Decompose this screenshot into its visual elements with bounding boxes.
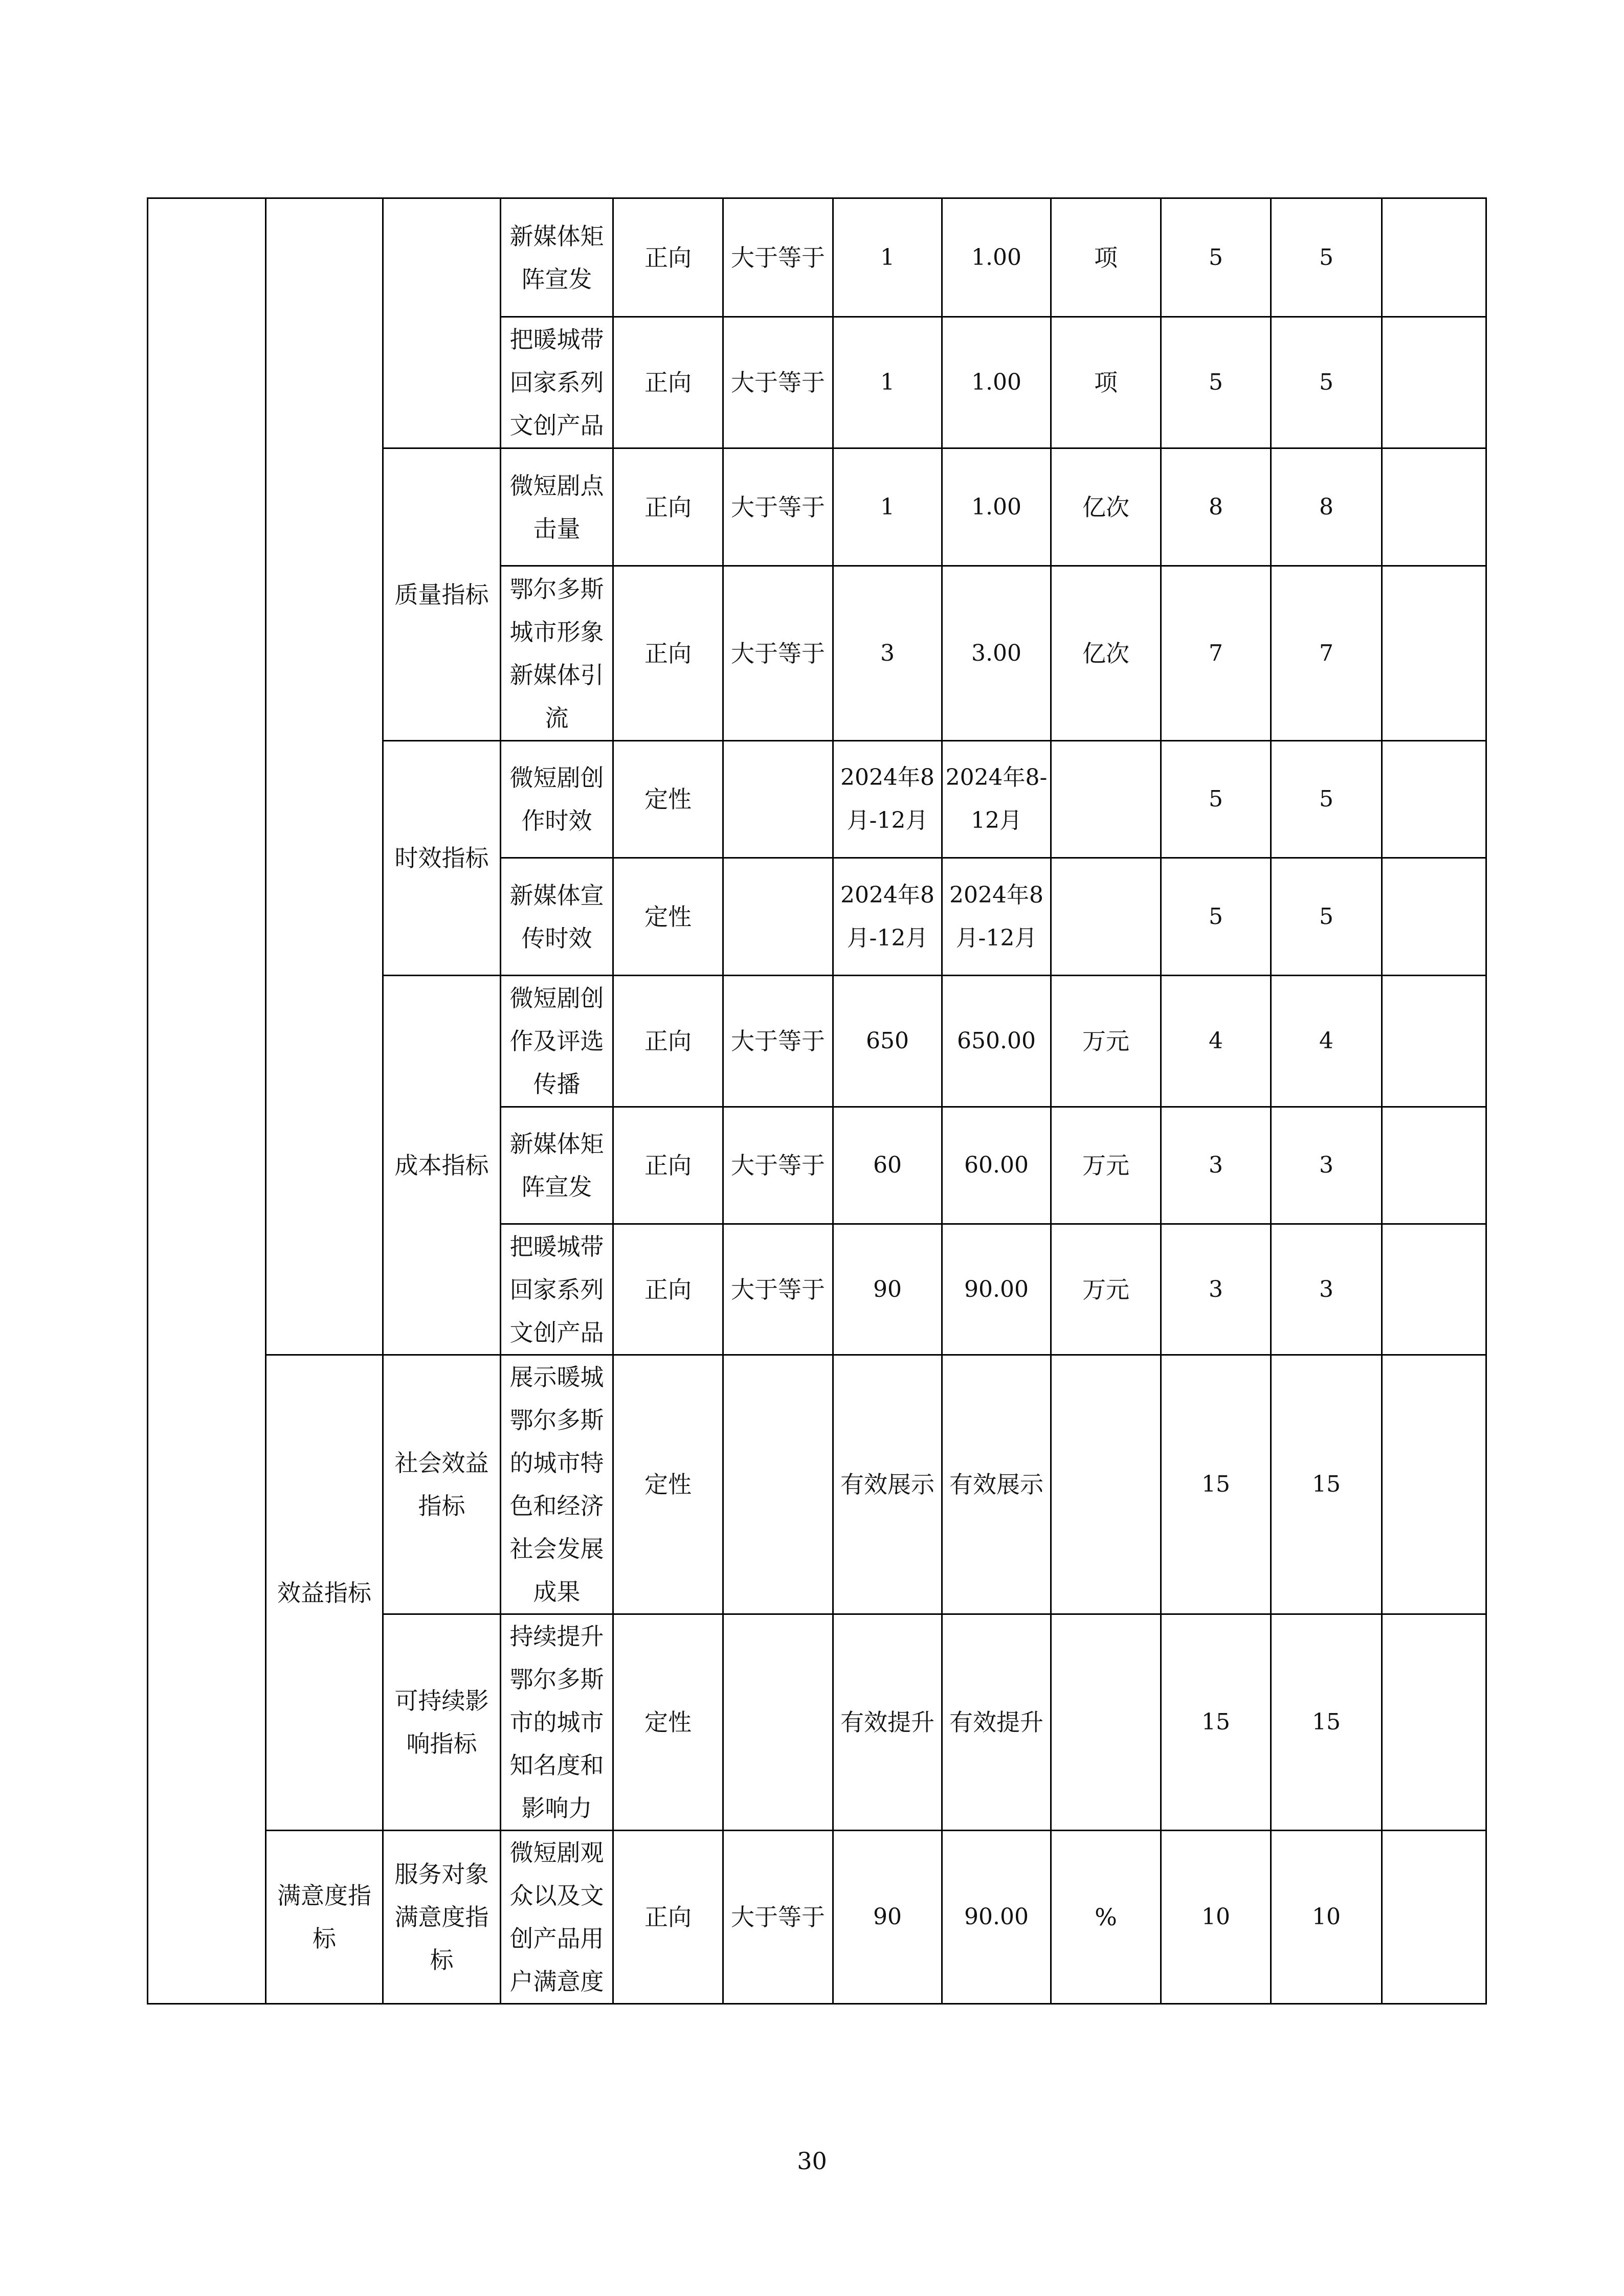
indicator-name: 微短剧创作时效	[501, 741, 613, 858]
indicator-operator: 大于等于	[723, 448, 833, 566]
indicator-direction: 正向	[613, 317, 723, 448]
indicator-target: 有效提升	[833, 1614, 942, 1831]
indicator-direction: 定性	[613, 1355, 723, 1614]
indicator-direction: 正向	[613, 976, 723, 1107]
indicator-note	[1382, 741, 1486, 858]
indicator-target: 90	[833, 1224, 942, 1355]
indicator-direction: 定性	[613, 1614, 723, 1831]
indicator-name: 持续提升鄂尔多斯市的城市知名度和影响力	[501, 1614, 613, 1831]
indicator-weight: 5	[1161, 317, 1271, 448]
level3-indicator-cell: 社会效益指标	[383, 1355, 501, 1614]
indicator-name: 新媒体矩阵宣发	[501, 1107, 613, 1224]
indicator-weight: 3	[1161, 1107, 1271, 1224]
indicator-weight: 7	[1161, 566, 1271, 741]
indicator-name: 把暖城带回家系列文创产品	[501, 1224, 613, 1355]
indicator-name: 展示暖城鄂尔多斯的城市特色和经济社会发展成果	[501, 1355, 613, 1614]
performance-indicator-table	[147, 197, 1487, 2005]
indicator-operator	[723, 741, 833, 858]
level2-indicator-cell: 满意度指标	[266, 1831, 383, 2004]
indicator-target: 2024年8月-12月	[833, 858, 942, 976]
indicator-actual: 1.00	[942, 198, 1051, 317]
indicator-score: 3	[1271, 1107, 1382, 1224]
indicator-name: 新媒体矩阵宣发	[501, 198, 613, 317]
level3-indicator-cell: 可持续影响指标	[383, 1614, 501, 1831]
level3-indicator-cell: 质量指标	[383, 448, 501, 741]
indicator-name: 鄂尔多斯城市形象新媒体引流	[501, 566, 613, 741]
indicator-unit: 项	[1051, 317, 1161, 448]
indicator-target: 1	[833, 317, 942, 448]
indicator-operator: 大于等于	[723, 1224, 833, 1355]
indicator-actual: 1.00	[942, 317, 1051, 448]
indicator-score: 5	[1271, 317, 1382, 448]
indicator-operator: 大于等于	[723, 317, 833, 448]
level3-indicator-cell: 成本指标	[383, 976, 501, 1355]
indicator-direction: 定性	[613, 741, 723, 858]
indicator-score: 15	[1271, 1355, 1382, 1614]
indicator-note	[1382, 1831, 1486, 2004]
indicator-operator: 大于等于	[723, 976, 833, 1107]
indicator-weight: 15	[1161, 1355, 1271, 1614]
indicator-operator	[723, 1614, 833, 1831]
indicator-unit: 万元	[1051, 1107, 1161, 1224]
indicator-operator	[723, 858, 833, 976]
indicator-weight: 5	[1161, 198, 1271, 317]
indicator-unit: 万元	[1051, 1224, 1161, 1355]
level1-indicator-cell	[148, 198, 266, 2004]
table-row	[148, 1831, 1486, 2004]
indicator-weight: 5	[1161, 858, 1271, 976]
indicator-target: 2024年8月-12月	[833, 741, 942, 858]
indicator-unit	[1051, 1355, 1161, 1614]
indicator-actual: 2024年8-12月	[942, 741, 1051, 858]
indicator-unit	[1051, 1614, 1161, 1831]
indicator-name: 微短剧观众以及文创产品用户满意度	[501, 1831, 613, 2004]
indicator-operator: 大于等于	[723, 1831, 833, 2004]
indicator-operator	[723, 1355, 833, 1614]
indicator-note	[1382, 317, 1486, 448]
indicator-operator: 大于等于	[723, 198, 833, 317]
indicator-direction: 正向	[613, 566, 723, 741]
indicator-weight: 15	[1161, 1614, 1271, 1831]
indicator-actual: 3.00	[942, 566, 1051, 741]
indicator-unit	[1051, 741, 1161, 858]
indicator-name: 微短剧创作及评选传播	[501, 976, 613, 1107]
indicator-target: 1	[833, 448, 942, 566]
indicator-note	[1382, 1107, 1486, 1224]
indicator-score: 5	[1271, 858, 1382, 976]
level3-indicator-cell: 服务对象满意度指标	[383, 1831, 501, 2004]
indicator-target: 650	[833, 976, 942, 1107]
indicator-score: 5	[1271, 198, 1382, 317]
indicator-actual: 90.00	[942, 1224, 1051, 1355]
indicator-direction: 正向	[613, 1107, 723, 1224]
indicator-weight: 5	[1161, 741, 1271, 858]
indicator-score: 5	[1271, 741, 1382, 858]
indicator-target: 1	[833, 198, 942, 317]
indicator-note	[1382, 198, 1486, 317]
indicator-operator: 大于等于	[723, 1107, 833, 1224]
page-number: 30	[797, 2147, 827, 2175]
indicator-actual: 90.00	[942, 1831, 1051, 2004]
indicator-score: 15	[1271, 1614, 1382, 1831]
indicator-unit: 亿次	[1051, 448, 1161, 566]
indicator-note	[1382, 566, 1486, 741]
indicator-name: 新媒体宣传时效	[501, 858, 613, 976]
indicator-score: 7	[1271, 566, 1382, 741]
indicator-weight: 10	[1161, 1831, 1271, 2004]
indicator-unit: 项	[1051, 198, 1161, 317]
indicator-direction: 正向	[613, 1224, 723, 1355]
indicator-note	[1382, 1614, 1486, 1831]
indicator-actual: 650.00	[942, 976, 1051, 1107]
indicator-note	[1382, 448, 1486, 566]
indicator-actual: 有效展示	[942, 1355, 1051, 1614]
indicator-note	[1382, 858, 1486, 976]
indicator-score: 4	[1271, 976, 1382, 1107]
level3-indicator-cell: 时效指标	[383, 741, 501, 976]
indicator-score: 8	[1271, 448, 1382, 566]
indicator-score: 3	[1271, 1224, 1382, 1355]
indicator-actual: 1.00	[942, 448, 1051, 566]
indicator-name: 把暖城带回家系列文创产品	[501, 317, 613, 448]
indicator-target: 有效展示	[833, 1355, 942, 1614]
indicator-direction: 正向	[613, 198, 723, 317]
indicator-target: 90	[833, 1831, 942, 2004]
indicator-actual: 60.00	[942, 1107, 1051, 1224]
indicator-note	[1382, 1224, 1486, 1355]
indicator-operator: 大于等于	[723, 566, 833, 741]
indicator-unit	[1051, 858, 1161, 976]
indicator-weight: 3	[1161, 1224, 1271, 1355]
indicator-note	[1382, 1355, 1486, 1614]
indicator-actual: 有效提升	[942, 1614, 1051, 1831]
level3-indicator-cell	[383, 198, 501, 448]
output-indicator-cell	[266, 198, 383, 1355]
indicator-unit: 亿次	[1051, 566, 1161, 741]
indicator-target: 60	[833, 1107, 942, 1224]
indicator-direction: 正向	[613, 1831, 723, 2004]
indicator-direction: 定性	[613, 858, 723, 976]
table-row	[148, 1355, 1486, 1614]
indicator-weight: 4	[1161, 976, 1271, 1107]
indicator-target: 3	[833, 566, 942, 741]
indicator-actual: 2024年8月-12月	[942, 858, 1051, 976]
indicator-score: 10	[1271, 1831, 1382, 2004]
indicator-unit: 万元	[1051, 976, 1161, 1107]
level2-indicator-cell: 效益指标	[266, 1355, 383, 1831]
indicator-direction: 正向	[613, 448, 723, 566]
table-row	[148, 198, 1486, 317]
indicator-unit: %	[1051, 1831, 1161, 2004]
indicator-weight: 8	[1161, 448, 1271, 566]
indicator-note	[1382, 976, 1486, 1107]
indicator-name: 微短剧点击量	[501, 448, 613, 566]
